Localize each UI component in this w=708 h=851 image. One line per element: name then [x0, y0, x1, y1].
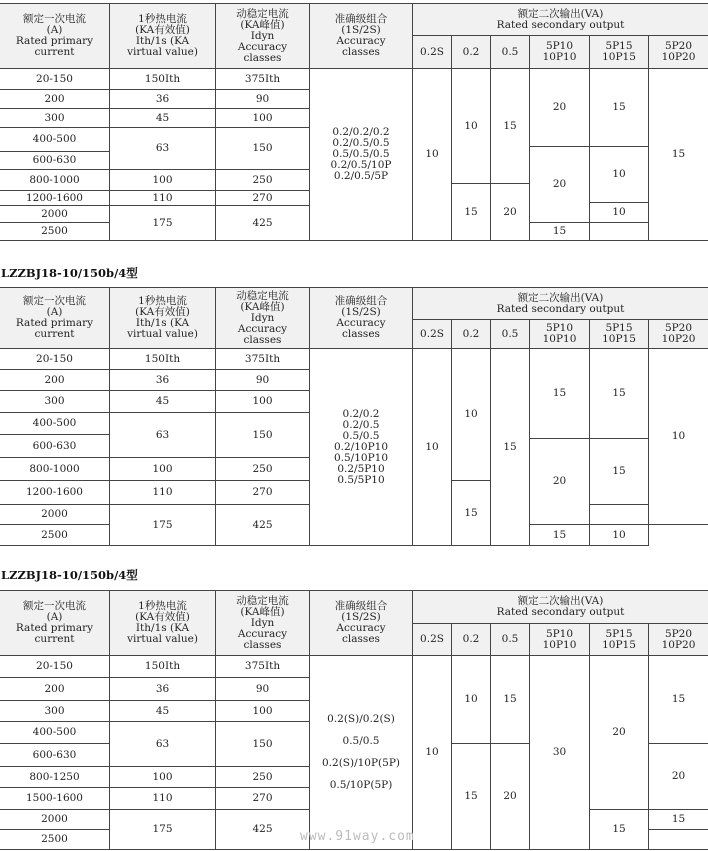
header-primary-current: 额定一次电流 (A) Rated primary current	[0, 288, 110, 349]
secondary-output-cell: 15	[530, 349, 590, 439]
primary-current-cell: 2000	[0, 505, 110, 525]
header-thermal-current: 1秒热电流 (KA有效值) Ith/1s (KA virtual value)	[110, 591, 216, 656]
spec-table-3	[0, 590, 708, 850]
thermal-current-cell: 63	[110, 128, 216, 170]
primary-current-cell: 300	[0, 109, 110, 128]
dynamic-current-cell: 250	[216, 170, 310, 191]
secondary-output-cell: 15	[649, 810, 708, 830]
secondary-output-cell: 15	[491, 349, 530, 546]
secondary-output-cell: 15	[491, 69, 530, 184]
dynamic-current-cell: 270	[216, 191, 310, 206]
thermal-current-cell: 100	[110, 170, 216, 191]
secondary-output-cell: 10	[452, 656, 491, 744]
thermal-current-cell: 45	[110, 109, 216, 128]
primary-current-cell: 2000	[0, 810, 110, 830]
header-accuracy-class: 5P20 10P20	[649, 624, 708, 656]
primary-current-cell: 2500	[0, 223, 110, 241]
primary-current-cell: 20-150	[0, 349, 110, 370]
dynamic-current-cell: 100	[216, 391, 310, 413]
secondary-output-cell: 10	[590, 203, 649, 223]
header-secondary-output: 额定二次输出(VA) Rated secondary output	[413, 288, 708, 320]
secondary-output-cell: 20	[491, 184, 530, 241]
dynamic-current-cell: 100	[216, 701, 310, 722]
secondary-output-cell: 20	[530, 147, 590, 223]
primary-current-cell: 20-150	[0, 69, 110, 90]
dynamic-current-cell: 375Ith	[216, 69, 310, 90]
table-title: LZZBJ18-10/150b/4型	[1, 568, 138, 582]
header-accuracy-class: 5P20 10P20	[649, 36, 708, 69]
header-dynamic-current: 动稳定电流 (KA峰值) Idyn Accuracy classes	[216, 288, 310, 349]
secondary-output-cell: 15	[452, 744, 491, 850]
accuracy-combination-cell: 0.2/0.2 0.2/0.5 0.5/0.5 0.2/10P10 0.5/10P10 0.2/5P10 0.5/5P10	[310, 349, 413, 546]
thermal-current-cell: 150Ith	[110, 69, 216, 90]
header-accuracy-class: 0.2S	[413, 624, 452, 656]
header-accuracy-class: 0.5	[491, 624, 530, 656]
primary-current-cell: 600-630	[0, 744, 110, 767]
dynamic-current-cell: 150	[216, 128, 310, 170]
thermal-current-cell: 150Ith	[110, 656, 216, 678]
accuracy-combination-cell: 0.2/0.2/0.2 0.2/0.5/0.5 0.5/0.5/0.5 0.2/0.5/10P 0.2/0.5/5P	[310, 69, 413, 241]
dynamic-current-cell: 425	[216, 810, 310, 850]
dynamic-current-cell: 270	[216, 788, 310, 810]
header-dynamic-current: 动稳定电流 (KA峰值) Idyn Accuracy classes	[216, 4, 310, 69]
secondary-output-cell: 20	[491, 744, 530, 850]
secondary-output-cell: 20	[649, 744, 708, 810]
primary-current-cell: 400-500	[0, 128, 110, 152]
primary-current-cell: 600-630	[0, 435, 110, 458]
thermal-current-cell: 175	[110, 206, 216, 241]
secondary-output-cell: 15	[530, 525, 590, 546]
primary-current-cell: 800-1250	[0, 767, 110, 788]
header-accuracy-class: 0.5	[491, 320, 530, 349]
primary-current-cell: 1200-1600	[0, 481, 110, 505]
table-title: LZZBJ18-10/150b/4型	[1, 266, 138, 280]
secondary-output-cell	[590, 505, 649, 525]
secondary-output-cell	[590, 223, 649, 241]
primary-current-cell: 200	[0, 370, 110, 391]
dynamic-current-cell: 250	[216, 767, 310, 788]
header-accuracy-class: 5P15 10P15	[590, 624, 649, 656]
header-accuracy-class: 0.2	[452, 624, 491, 656]
dynamic-current-cell: 90	[216, 678, 310, 701]
accuracy-combination-cell: 0.2(S)/0.2(S) 0.5/0.5 0.2(S)/10P(5P) 0.5/10P(5P)	[310, 656, 413, 850]
header-accuracy-class: 5P10 10P10	[530, 36, 590, 69]
secondary-output-cell: 15	[590, 349, 649, 439]
header-accuracy-class: 0.2	[452, 36, 491, 69]
secondary-output-cell: 15	[590, 810, 649, 850]
thermal-current-cell: 36	[110, 678, 216, 701]
thermal-current-cell: 175	[110, 810, 216, 850]
header-primary-current: 额定一次电流 (A) Rated primary current	[0, 591, 110, 656]
primary-current-cell: 800-1000	[0, 170, 110, 191]
header-primary-current: 额定一次电流 (A) Rated primary current	[0, 4, 110, 69]
header-secondary-output: 额定二次输出(VA) Rated secondary output	[413, 4, 708, 36]
primary-current-cell: 20-150	[0, 656, 110, 678]
dynamic-current-cell: 90	[216, 370, 310, 391]
thermal-current-cell: 36	[110, 90, 216, 109]
header-accuracy-class: 0.5	[491, 36, 530, 69]
dynamic-current-cell: 150	[216, 722, 310, 767]
secondary-output-cell	[649, 830, 708, 850]
dynamic-current-cell: 425	[216, 206, 310, 241]
secondary-output-cell: 10	[590, 525, 649, 546]
secondary-output-cell: 20	[530, 69, 590, 147]
header-accuracy-class: 0.2S	[413, 320, 452, 349]
thermal-current-cell: 110	[110, 191, 216, 206]
dynamic-current-cell: 375Ith	[216, 656, 310, 678]
dynamic-current-cell: 250	[216, 458, 310, 481]
thermal-current-cell: 100	[110, 767, 216, 788]
thermal-current-cell: 45	[110, 701, 216, 722]
primary-current-cell: 600-630	[0, 152, 110, 170]
header-accuracy-class: 5P15 10P15	[590, 320, 649, 349]
header-accuracy-combination: 准确级组合 (1S/2S) Accuracy classes	[310, 4, 413, 69]
secondary-output-cell: 20	[590, 656, 649, 810]
primary-current-cell: 400-500	[0, 722, 110, 744]
secondary-output-cell: 10	[413, 349, 452, 546]
header-accuracy-combination: 准确级组合 (1S/2S) Accuracy classes	[310, 591, 413, 656]
primary-current-cell: 300	[0, 391, 110, 413]
dynamic-current-cell: 90	[216, 90, 310, 109]
thermal-current-cell: 63	[110, 722, 216, 767]
header-accuracy-class: 5P20 10P20	[649, 320, 708, 349]
header-accuracy-class: 5P15 10P15	[590, 36, 649, 69]
header-dynamic-current: 动稳定电流 (KA峰值) Idyn Accuracy classes	[216, 591, 310, 656]
primary-current-cell: 200	[0, 90, 110, 109]
dynamic-current-cell: 425	[216, 505, 310, 546]
secondary-output-cell: 15	[649, 69, 708, 241]
spec-table-2	[0, 287, 708, 546]
header-accuracy-class: 5P10 10P10	[530, 320, 590, 349]
secondary-output-cell: 15	[649, 656, 708, 744]
header-thermal-current: 1秒热电流 (KA有效值) Ith/1s (KA virtual value)	[110, 4, 216, 69]
secondary-output-cell: 20	[530, 439, 590, 525]
thermal-current-cell: 45	[110, 391, 216, 413]
primary-current-cell: 400-500	[0, 413, 110, 435]
secondary-output-cell: 15	[452, 184, 491, 241]
secondary-output-cell: 30	[530, 656, 590, 850]
secondary-output-cell: 15	[590, 439, 649, 505]
thermal-current-cell: 110	[110, 481, 216, 505]
secondary-output-cell: 10	[413, 69, 452, 241]
dynamic-current-cell: 100	[216, 109, 310, 128]
dynamic-current-cell: 150	[216, 413, 310, 458]
primary-current-cell: 300	[0, 701, 110, 722]
secondary-output-cell: 15	[491, 656, 530, 744]
header-accuracy-class: 5P10 10P10	[530, 624, 590, 656]
thermal-current-cell: 175	[110, 505, 216, 546]
header-accuracy-class: 0.2	[452, 320, 491, 349]
secondary-output-cell: 10	[452, 69, 491, 184]
thermal-current-cell: 110	[110, 788, 216, 810]
thermal-current-cell: 36	[110, 370, 216, 391]
secondary-output-cell: 10	[413, 656, 452, 850]
thermal-current-cell: 100	[110, 458, 216, 481]
primary-current-cell: 800-1000	[0, 458, 110, 481]
header-thermal-current: 1秒热电流 (KA有效值) Ith/1s (KA virtual value)	[110, 288, 216, 349]
secondary-output-cell: 10	[452, 349, 491, 481]
thermal-current-cell: 150Ith	[110, 349, 216, 370]
dynamic-current-cell: 270	[216, 481, 310, 505]
primary-current-cell: 2500	[0, 830, 110, 850]
secondary-output-cell: 15	[530, 223, 590, 241]
secondary-output-cell: 15	[452, 481, 491, 546]
dynamic-current-cell: 375Ith	[216, 349, 310, 370]
primary-current-cell: 1200-1600	[0, 191, 110, 206]
primary-current-cell: 2500	[0, 525, 110, 546]
primary-current-cell: 200	[0, 678, 110, 701]
primary-current-cell: 2000	[0, 206, 110, 223]
secondary-output-cell: 10	[590, 147, 649, 203]
spec-table-1	[0, 3, 708, 241]
header-accuracy-combination: 准确级组合 (1S/2S) Accuracy classes	[310, 288, 413, 349]
header-accuracy-class: 0.2S	[413, 36, 452, 69]
thermal-current-cell: 63	[110, 413, 216, 458]
primary-current-cell: 1500-1600	[0, 788, 110, 810]
secondary-output-cell: 10	[649, 349, 708, 525]
header-secondary-output: 额定二次输出(VA) Rated secondary output	[413, 591, 708, 624]
secondary-output-cell: 15	[590, 69, 649, 147]
watermark: www.91way.com	[300, 829, 415, 844]
